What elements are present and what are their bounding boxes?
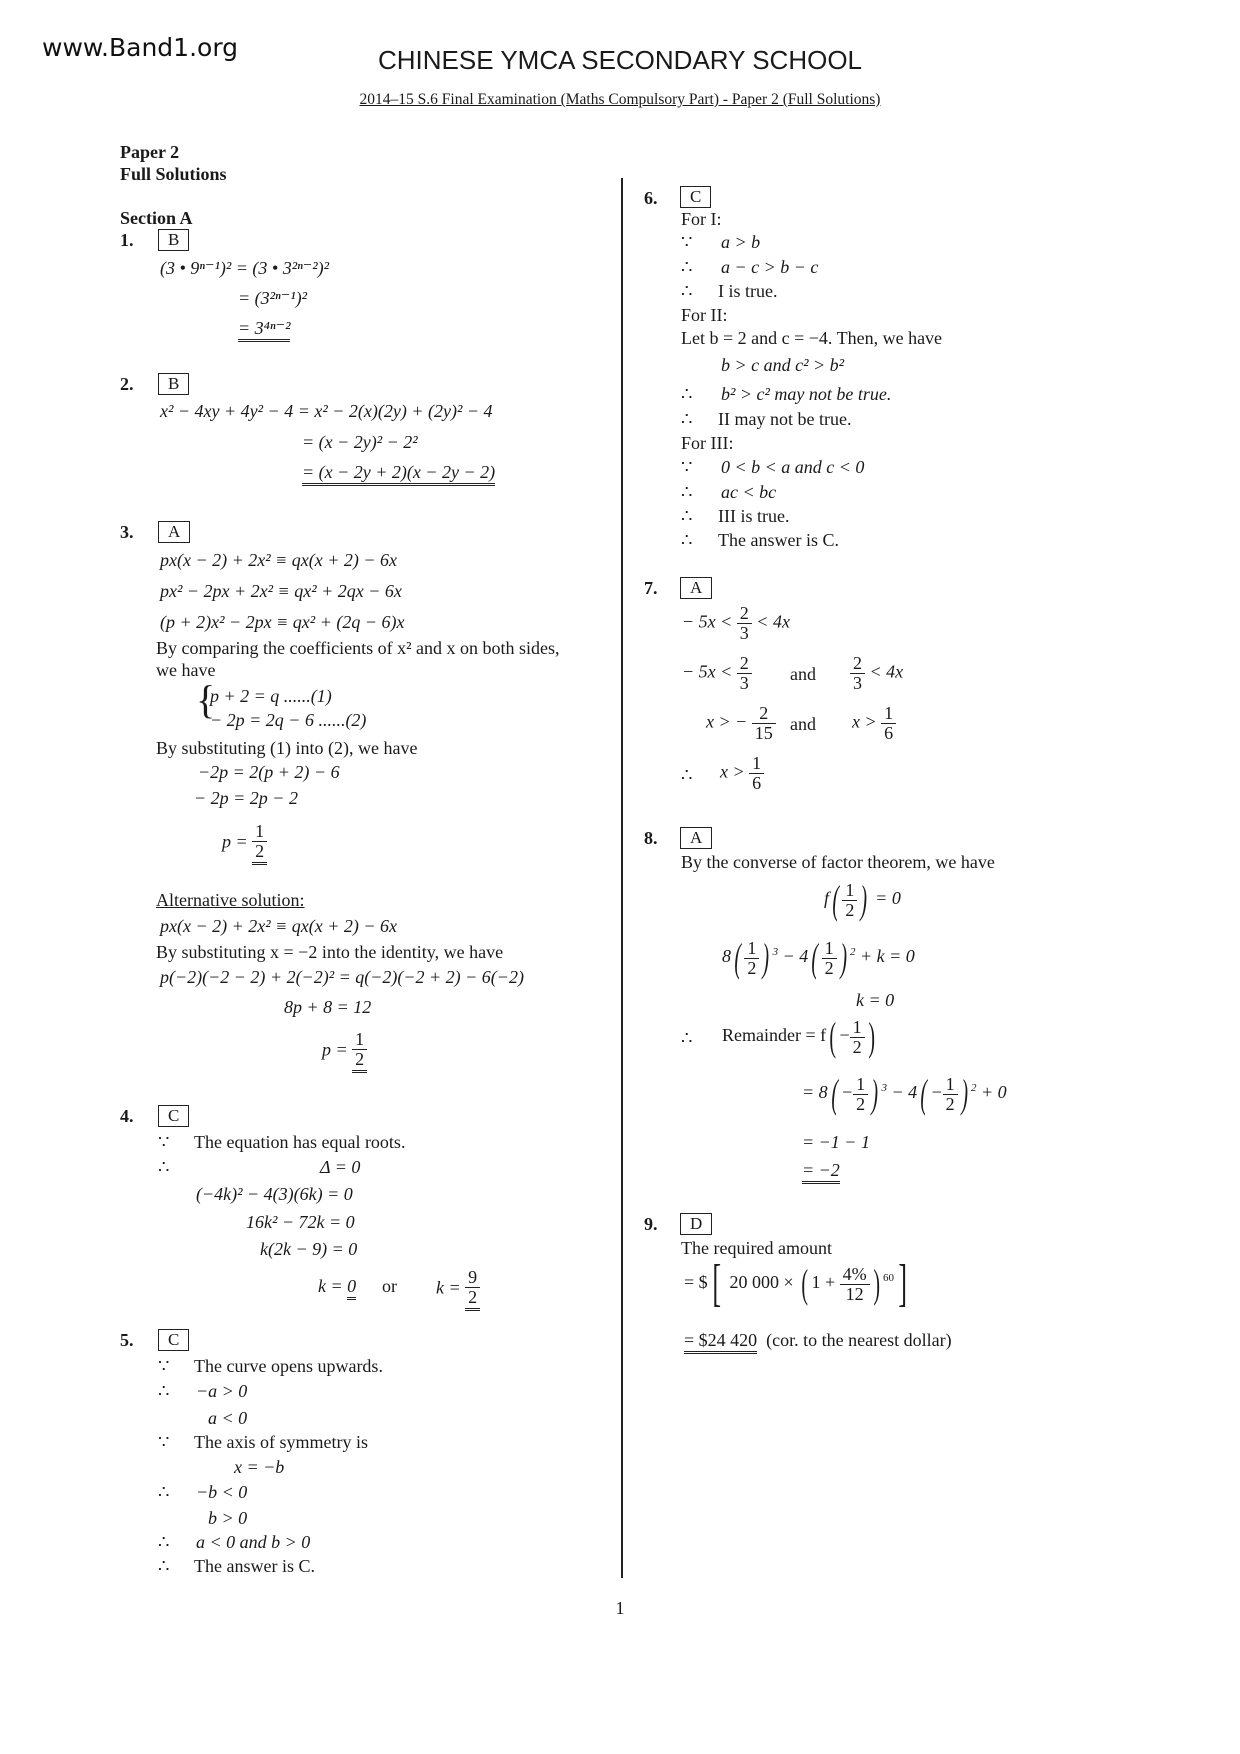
question-number: 5. bbox=[120, 1330, 134, 1350]
math-line: x = −b bbox=[234, 1457, 285, 1477]
system-eq-2: − 2p = 2q − 6 ......(2) bbox=[210, 710, 367, 730]
math-line: − 2p = 2p − 2 bbox=[194, 788, 298, 808]
question-number: 9. bbox=[644, 1214, 658, 1234]
text-line: By substituting (1) into (2), we have bbox=[156, 738, 418, 758]
part-heading: For III: bbox=[681, 433, 734, 453]
question-number: 2. bbox=[120, 374, 134, 394]
text-line: II may not be true. bbox=[718, 409, 852, 429]
or-word: or bbox=[382, 1276, 397, 1296]
math-line: a − c > b − c bbox=[721, 257, 819, 277]
math-line: Δ = 0 bbox=[320, 1157, 361, 1177]
because-symbol: ∵ bbox=[681, 457, 693, 477]
math-line: 16k² − 72k = 0 bbox=[246, 1212, 355, 1232]
text-line: The equation has equal roots. bbox=[194, 1132, 406, 1152]
math-line: −a > 0 bbox=[196, 1381, 248, 1401]
math-answer: = −2 bbox=[802, 1160, 840, 1181]
because-symbol: ∵ bbox=[158, 1432, 170, 1452]
text-line: we have bbox=[156, 660, 216, 680]
text-line: The axis of symmetry is bbox=[194, 1432, 368, 1452]
math-line: = (3²ⁿ⁻¹)² bbox=[238, 288, 307, 308]
question-number: 4. bbox=[120, 1106, 134, 1126]
part-heading: For I: bbox=[681, 209, 722, 229]
math-line: px(x − 2) + 2x² ≡ qx(x + 2) − 6x bbox=[160, 550, 398, 570]
math-line: −b < 0 bbox=[196, 1482, 248, 1502]
text-line: The answer is C. bbox=[718, 530, 839, 550]
math-line: $\frac{2}{3}$ < 4x bbox=[850, 654, 903, 693]
math-line: ac < bc bbox=[721, 482, 777, 502]
text-line: The curve opens upwards. bbox=[194, 1356, 383, 1376]
answer-box: C bbox=[158, 1105, 189, 1127]
math-line: b > c and c² > b² bbox=[721, 355, 845, 375]
math-line: f( $\frac{1}{2}$ ) = 0 bbox=[824, 877, 901, 922]
math-line: = $[ 20 000 × ( 1 + $\frac{4\%}{12}$ ) $^{60}$] bbox=[684, 1255, 907, 1312]
text-line: Let b = 2 and c = −4. Then, we have bbox=[681, 328, 943, 348]
math-line: = (x − 2y)² − 2² bbox=[302, 432, 418, 452]
text-line: III is true. bbox=[718, 506, 790, 526]
and-word: and bbox=[790, 664, 816, 684]
therefore-symbol: ∴ bbox=[158, 1482, 170, 1502]
therefore-symbol: ∴ bbox=[681, 384, 693, 404]
math-line: (3 • 9ⁿ⁻¹)² = (3 • 3²ⁿ⁻²)² bbox=[160, 258, 330, 278]
math-line: −2p = 2(p + 2) − 6 bbox=[198, 762, 340, 782]
part-heading: For II: bbox=[681, 305, 728, 325]
site-watermark: www.Band1.org bbox=[42, 33, 239, 62]
math-line: (−4k)² − 4(3)(6k) = 0 bbox=[196, 1184, 353, 1204]
math-line: px² − 2px + 2x² ≡ qx² + 2qx − 6x bbox=[160, 581, 402, 601]
math-line: x² − 4xy + 4y² − 4 = x² − 2(x)(2y) + (2y)² − 4 bbox=[160, 401, 493, 421]
system-eq-1: p + 2 = q ......(1) bbox=[210, 686, 332, 706]
math-line: = −1 − 1 bbox=[802, 1132, 870, 1152]
answer-box: C bbox=[680, 186, 711, 208]
math-answer: = 3⁴ⁿ⁻² bbox=[238, 318, 290, 339]
because-symbol: ∵ bbox=[158, 1132, 170, 1152]
therefore-symbol: ∴ bbox=[681, 1028, 693, 1048]
math-line: = 8( − $\frac{1}{2}$ ) $^3$ − 4( − $\frac{1}{2}$ ) $^2$ + 0 bbox=[802, 1071, 1007, 1116]
math-answer: x > $\frac{1}{6}$ bbox=[720, 754, 764, 793]
therefore-symbol: ∴ bbox=[681, 281, 693, 301]
because-symbol: ∵ bbox=[681, 232, 693, 252]
math-line: 8p + 8 = 12 bbox=[284, 997, 372, 1017]
math-answer: p = $\frac{1}{2}$ bbox=[322, 1030, 367, 1073]
therefore-symbol: ∴ bbox=[158, 1157, 170, 1177]
text-line: By substituting x = −2 into the identity, we have bbox=[156, 942, 504, 962]
page-number: 1 bbox=[615, 1598, 625, 1618]
math-line: k = 0 bbox=[856, 990, 895, 1010]
math-answer: = $24 420 (cor. to the nearest dollar) bbox=[684, 1330, 952, 1351]
question-number: 1. bbox=[120, 230, 134, 250]
question-number: 8. bbox=[644, 828, 658, 848]
therefore-symbol: ∴ bbox=[681, 765, 693, 785]
math-line: px(x − 2) + 2x² ≡ qx(x + 2) − 6x bbox=[160, 916, 398, 936]
answer-box: A bbox=[158, 521, 190, 543]
text-line: By the converse of factor theorem, we have bbox=[681, 852, 995, 872]
math-line: (p + 2)x² − 2px ≡ qx² + (2q − 6)x bbox=[160, 612, 405, 632]
math-line: x > $\frac{1}{6}$ bbox=[852, 704, 896, 743]
math-line: 8( $\frac{1}{2}$ ) $^3$ − 4( $\frac{1}{2}$ ) $^2$ + k = 0 bbox=[722, 935, 915, 980]
question-number: 6. bbox=[644, 188, 658, 208]
paper-label: Paper 2 bbox=[120, 142, 180, 162]
text-line: The required amount bbox=[681, 1238, 832, 1258]
therefore-symbol: ∴ bbox=[681, 257, 693, 277]
math-line: b > 0 bbox=[208, 1508, 248, 1528]
math-answer: p = $\frac{1}{2}$ bbox=[222, 822, 267, 865]
answer-box: C bbox=[158, 1329, 189, 1351]
answer-box: B bbox=[158, 373, 189, 395]
system-brace: { bbox=[196, 677, 216, 722]
math-line: a < 0 bbox=[208, 1408, 248, 1428]
therefore-symbol: ∴ bbox=[681, 409, 693, 429]
text-line: By comparing the coefficients of x² and x on both sides, bbox=[156, 638, 560, 658]
therefore-symbol: ∴ bbox=[681, 482, 693, 502]
school-name: CHINESE YMCA SECONDARY SCHOOL bbox=[377, 45, 863, 75]
answer-box: A bbox=[680, 827, 712, 849]
text-line: I is true. bbox=[718, 281, 778, 301]
math-answer: k = $\frac{9}{2}$ bbox=[436, 1268, 480, 1311]
math-line: p(−2)(−2 − 2) + 2(−2)² = q(−2)(−2 + 2) − 6(−2) bbox=[160, 967, 524, 987]
text-line: The answer is C. bbox=[194, 1556, 315, 1576]
therefore-symbol: ∴ bbox=[158, 1381, 170, 1401]
math-line: 0 < b < a and c < 0 bbox=[721, 457, 865, 477]
math-line: − 5x < $\frac{2}{3}$ < 4x bbox=[682, 603, 790, 643]
math-answer: = (x − 2y + 2)(x − 2y − 2) bbox=[302, 462, 495, 483]
and-word: and bbox=[790, 714, 816, 734]
column-divider bbox=[621, 178, 623, 1578]
math-answer: k = 0 bbox=[318, 1276, 356, 1297]
therefore-symbol: ∴ bbox=[681, 530, 693, 550]
therefore-symbol: ∴ bbox=[681, 506, 693, 526]
answer-box: A bbox=[680, 577, 712, 599]
therefore-symbol: ∴ bbox=[158, 1532, 170, 1552]
therefore-symbol: ∴ bbox=[158, 1556, 170, 1576]
question-number: 7. bbox=[644, 578, 658, 598]
math-line: k(2k − 9) = 0 bbox=[260, 1239, 358, 1259]
section-label: Section A bbox=[120, 208, 193, 228]
math-line: − 5x < $\frac{2}{3}$ bbox=[682, 654, 752, 693]
math-line: b² > c² may not be true. bbox=[721, 384, 892, 404]
math-line: a > b bbox=[721, 232, 761, 252]
answer-box: D bbox=[680, 1213, 712, 1235]
exam-subtitle: 2014–15 S.6 Final Examination (Maths Compulsory Part) - Paper 2 (Full Solutions) bbox=[359, 91, 881, 108]
because-symbol: ∵ bbox=[158, 1356, 170, 1376]
alternative-heading: Alternative solution: bbox=[156, 890, 305, 910]
full-solutions-label: Full Solutions bbox=[120, 164, 227, 184]
math-line: x > − $\frac{2}{15}$ bbox=[706, 704, 776, 743]
math-line: Remainder = f( − $\frac{1}{2}$ ) bbox=[722, 1014, 875, 1059]
answer-box: B bbox=[158, 229, 189, 251]
question-number: 3. bbox=[120, 522, 134, 542]
math-line: a < 0 and b > 0 bbox=[196, 1532, 311, 1552]
